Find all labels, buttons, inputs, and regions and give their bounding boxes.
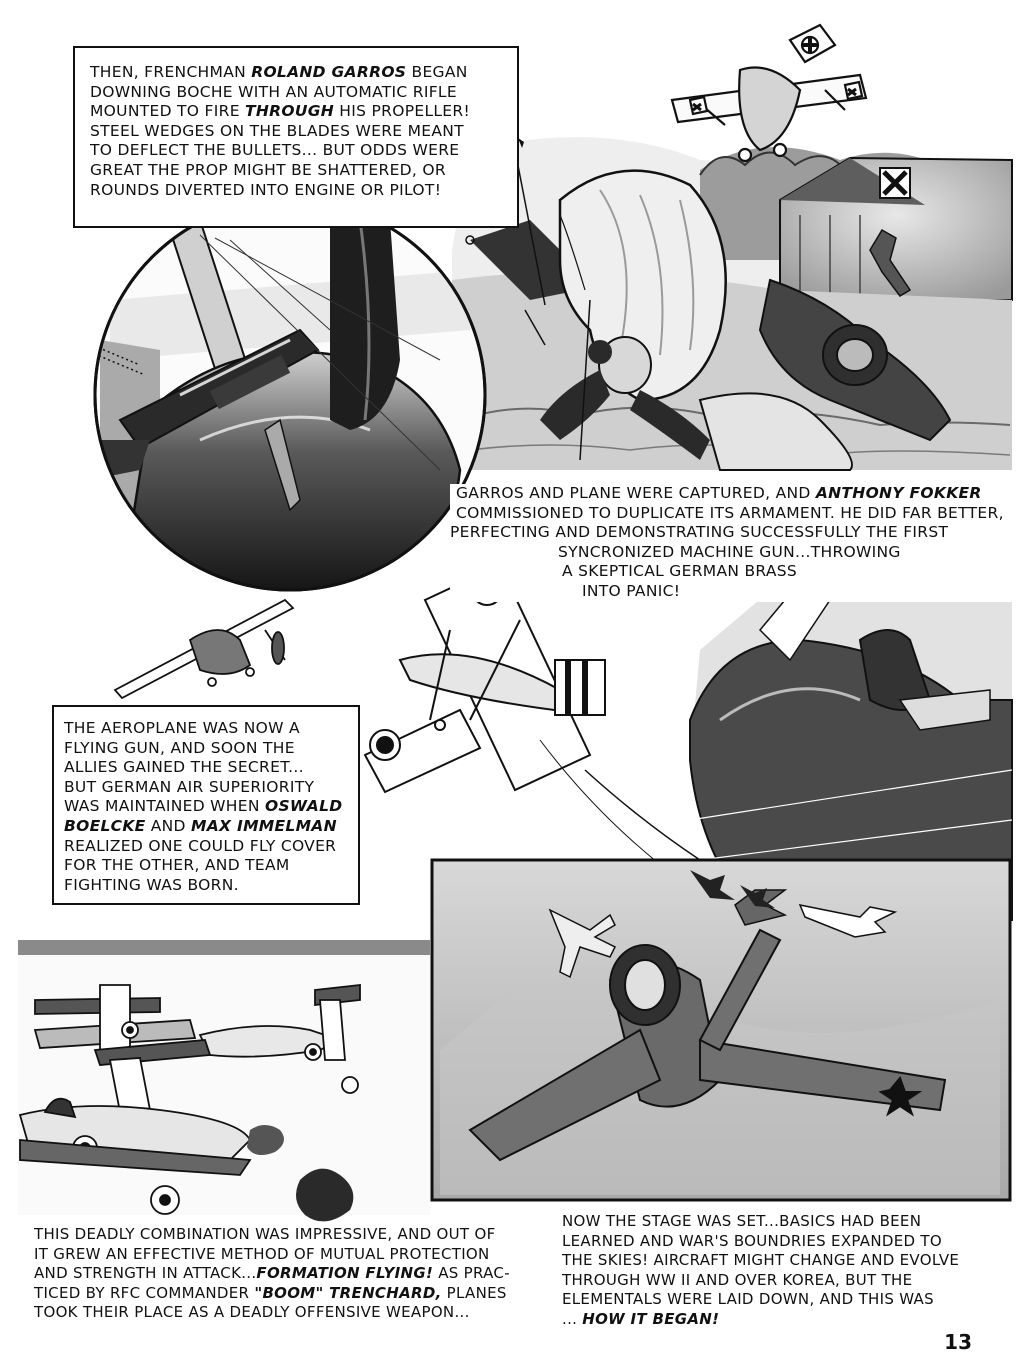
scene-formation-flying <box>18 940 430 1221</box>
caption-emphasis: ANTHONY FOKKER <box>815 484 982 502</box>
caption-text: TICED BY RFC COMMANDER <box>34 1283 255 1302</box>
caption-line: THE SKIES! AIRCRAFT MIGHT CHANGE AND EVOLVE <box>562 1251 960 1270</box>
caption-aeroplane <box>52 705 360 905</box>
caption-stage <box>562 1212 1002 1330</box>
caption-line: GREAT THE PROP MIGHT BE SHATTERED, OR <box>90 160 446 179</box>
page-number: 13 <box>944 1330 972 1354</box>
caption-emphasis: HOW IT BEGAN! <box>582 1309 720 1328</box>
caption-line: TO DEFLECT THE BULLETS... BUT ODDS WERE <box>90 141 460 160</box>
caption-emphasis: OSWALD <box>264 797 343 816</box>
caption-emphasis: MAX IMMELMAN <box>191 816 337 835</box>
caption-line <box>562 1310 1002 1330</box>
caption-line <box>450 484 1015 504</box>
caption-text: HIS PROPELLER! <box>334 102 470 121</box>
caption-line: A SKEPTICAL GERMAN BRASS <box>562 562 798 581</box>
caption-line <box>90 63 507 83</box>
caption-line: REALIZED ONE COULD FLY COVER <box>64 836 337 855</box>
scene-jet-panel <box>432 860 1010 1200</box>
caption-line <box>34 1284 544 1304</box>
caption-line: FOR THE OTHER, AND TEAM <box>64 856 290 875</box>
caption-text: PLANES <box>441 1283 507 1302</box>
caption-line <box>64 797 352 817</box>
caption-line: FLYING GUN, AND SOON THE <box>64 738 295 757</box>
caption-line: DOWNING BOCHE WITH AN AUTOMATIC RIFLE <box>90 82 457 101</box>
caption-line: LEARNED AND WAR'S BOUNDRIES EXPANDED TO <box>562 1231 942 1250</box>
caption-line <box>64 817 352 837</box>
caption-line: THIS DEADLY COMBINATION WAS IMPRESSIVE, AND OUT OF <box>34 1225 496 1243</box>
caption-line: ROUNDS DIVERTED INTO ENGINE OR PILOT! <box>90 180 442 199</box>
caption-line: ELEMENTALS WERE LAID DOWN, AND THIS WAS <box>562 1290 934 1309</box>
caption-fokker <box>450 484 1015 602</box>
caption-emphasis: "BOOM" TRENCHARD, <box>254 1283 442 1302</box>
inset-rifle-propeller <box>80 200 485 600</box>
caption-line: BUT GERMAN AIR SUPERIORITY <box>64 777 315 796</box>
caption-text: ... <box>562 1309 583 1328</box>
caption-text: AS PRAC- <box>433 1264 510 1283</box>
caption-line: THE AEROPLANE WAS NOW A <box>64 719 300 737</box>
caption-line: COMMISSIONED TO DUPLICATE ITS ARMAMENT. HE DID FAR BETTER, <box>456 503 1004 522</box>
caption-text: AND STRENGTH IN ATTACK... <box>34 1264 257 1283</box>
caption-line: IT GREW AN EFFECTIVE METHOD OF MUTUAL PROTECTION <box>34 1244 490 1263</box>
caption-line: ALLIES GAINED THE SECRET... <box>64 758 304 777</box>
caption-line: NOW THE STAGE WAS SET...BASICS HAD BEEN <box>562 1212 922 1230</box>
caption-text: MOUNTED TO FIRE <box>90 102 246 121</box>
caption-line: INTO PANIC! <box>582 581 681 600</box>
caption-line: TOOK THEIR PLACE AS A DEADLY OFFENSIVE WEAPON... <box>34 1303 470 1322</box>
caption-line: SYNCRONIZED MACHINE GUN...THROWING <box>558 542 901 561</box>
caption-line <box>34 1264 544 1284</box>
caption-line: THROUGH WW II AND OVER KOREA, BUT THE <box>562 1270 913 1289</box>
caption-emphasis: THROUGH <box>245 102 335 121</box>
caption-text: THEN, FRENCHMAN <box>90 63 252 81</box>
scene-barn-attack <box>452 25 1012 470</box>
caption-text: WAS MAINTAINED WHEN <box>64 797 265 816</box>
caption-line <box>90 102 507 122</box>
art-small-monoplane <box>115 600 293 698</box>
caption-line: PERFECTING AND DEMONSTRATING SUCCESSFULLY THE FIRST <box>450 523 949 542</box>
caption-line: STEEL WEDGES ON THE BLADES WERE MEANT <box>90 121 464 140</box>
caption-emphasis: BOELCKE <box>64 816 146 835</box>
caption-text: GARROS AND PLANE WERE CAPTURED, AND <box>456 484 816 502</box>
caption-text: AND <box>145 816 192 835</box>
caption-garros <box>73 46 519 228</box>
caption-formation <box>34 1225 544 1323</box>
caption-text: BEGAN <box>406 63 468 81</box>
caption-emphasis: ROLAND GARROS <box>251 63 407 81</box>
caption-line: FIGHTING WAS BORN. <box>64 875 239 894</box>
caption-emphasis: FORMATION FLYING! <box>256 1264 434 1283</box>
